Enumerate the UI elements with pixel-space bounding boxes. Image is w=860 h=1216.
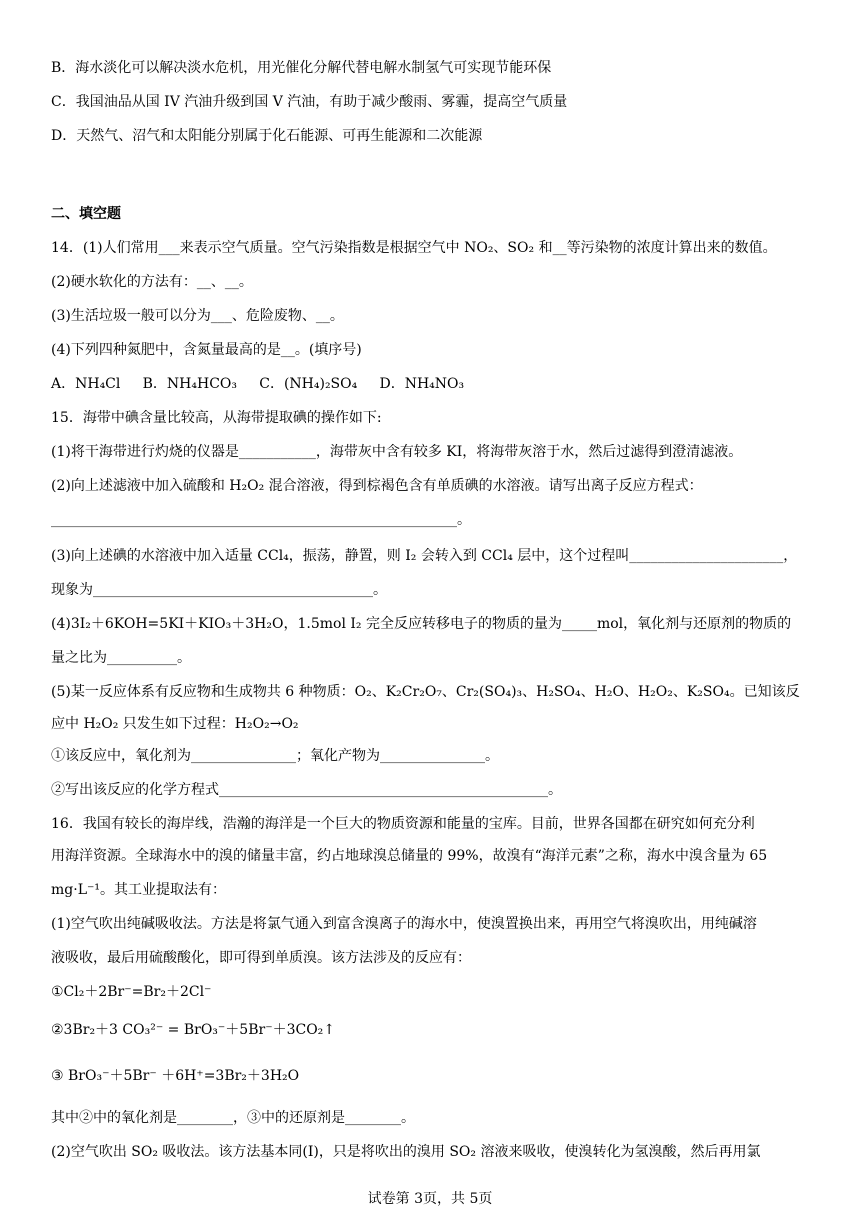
option-c: C．我国油品从国 IV 汽油升级到国 V 汽油，有助于减少酸雨、雾霾，提高空气质量 — [51, 94, 568, 110]
q15-line: 现象为________________________________________。 — [51, 582, 387, 598]
q15-line: 应中 H₂O₂ 只发生如下过程：H₂O₂→O₂ — [51, 716, 299, 732]
q15-line: 15．海带中碘含量比较高，从海带提取碘的操作如下: — [51, 410, 382, 426]
q15-line: (1)将干海带进行灼烧的仪器是___________，海带灰中含有较多 KI，将海带灰溶于水，然后过滤得到澄清滤液。 — [51, 444, 743, 460]
q15-line: (4)3I₂＋6KOH=5KI＋KIO₃＋3H₂O，1.5mol I₂ 完全反应转移电子的物质的量为_____mol，氧化剂与还原剂的物质的 — [51, 616, 792, 632]
q14-line: (3)生活垃圾一般可以分为___、危险废物、__。 — [51, 308, 344, 324]
reaction-2: ②3Br₂＋3 CO₃²⁻ = BrO₃⁻＋5Br⁻＋3CO₂↑ — [51, 1022, 336, 1038]
q16-line: 16．我国有较长的海岸线，浩瀚的海洋是一个巨大的物质资源和能量的宝库。目前，世界各国都在研究如何充分利 — [51, 816, 755, 832]
q15-line: (2)向上述滤液中加入硫酸和 H₂O₂ 混合溶液，得到棕褐色含有单质碘的水溶液。请写出离子反应方程式： — [51, 478, 703, 494]
q15-blank: __________________________________________________________。 — [51, 512, 471, 528]
q14-line: 14．(1)人们常用___来表示空气质量。空气污染指数是根据空气中 NO₂、SO₂ 和__等污染物的浓度计算出来的数值。 — [51, 240, 777, 256]
q15-line: (5)某一反应体系有反应物和生成物共 6 种物质：O₂、K₂Cr₂O₇、Cr₂(SO₄)₃、H₂SO₄、H₂O、H₂O₂、K₂SO₄。已知该反 — [51, 684, 800, 700]
q14-line: (4)下列四种氮肥中，含氮量最高的是__。(填序号) — [51, 342, 362, 358]
option-d: D．天然气、沼气和太阳能分别属于化石能源、可再生能源和二次能源 — [51, 128, 483, 144]
q15-line: ②写出该反应的化学方程式_______________________________________________。 — [51, 782, 562, 798]
page-footer: 试卷第 3页，共 5页 — [367, 1191, 493, 1207]
reaction-1: ①Cl₂＋2Br⁻=Br₂＋2Cl⁻ — [51, 984, 212, 1000]
q15-line: ①该反应中，氧化剂为_______________；氧化产物为_______________。 — [51, 748, 499, 764]
reaction-3: ③ BrO₃⁻＋5Br⁻ ＋6H⁺=3Br₂＋3H₂O — [51, 1068, 300, 1084]
section-heading: 二、填空题 — [51, 206, 121, 222]
option-b: B．海水淡化可以解决淡水危机，用光催化分解代替电解水制氢气可实现节能环保 — [51, 60, 552, 76]
q14-options: A．NH₄Cl B．NH₄HCO₃ C．(NH₄)₂SO₄ D．NH₄NO₃ — [51, 376, 465, 392]
q16-line: (1)空气吹出纯碱吸收法。方法是将氯气通入到富含溴离子的海水中，使溴置换出来，再用空气将溴吹出，用纯碱溶 — [51, 916, 757, 932]
q16-line: 其中②中的氧化剂是________，③中的还原剂是________。 — [51, 1110, 415, 1126]
q16-line: 用海洋资源。全球海水中的溴的储量丰富，约占地球溴总储量的 99%，故溴有“海洋元素”之称，海水中溴含量为 65 — [51, 848, 768, 864]
q15-line: (3)向上述碘的水溶液中加入适量 CCl₄，振荡，静置，则 I₂ 会转入到 CCl₄ 层中，这个过程叫______________________， — [51, 548, 798, 564]
q16-line: 液吸收，最后用硫酸酸化，即可得到单质溴。该方法涉及的反应有： — [51, 950, 471, 966]
q14-line: (2)硬水软化的方法有：__、__。 — [51, 274, 253, 290]
q15-line: 量之比为__________。 — [51, 650, 191, 666]
q16-line: (2)空气吹出 SO₂ 吸收法。该方法基本同(Ⅰ)，只是将吹出的溴用 SO₂ 溶液来吸收，使溴转化为氢溴酸，然后再用氯 — [51, 1144, 761, 1160]
q16-line: mg·L⁻¹。其工业提取法有： — [51, 882, 226, 898]
